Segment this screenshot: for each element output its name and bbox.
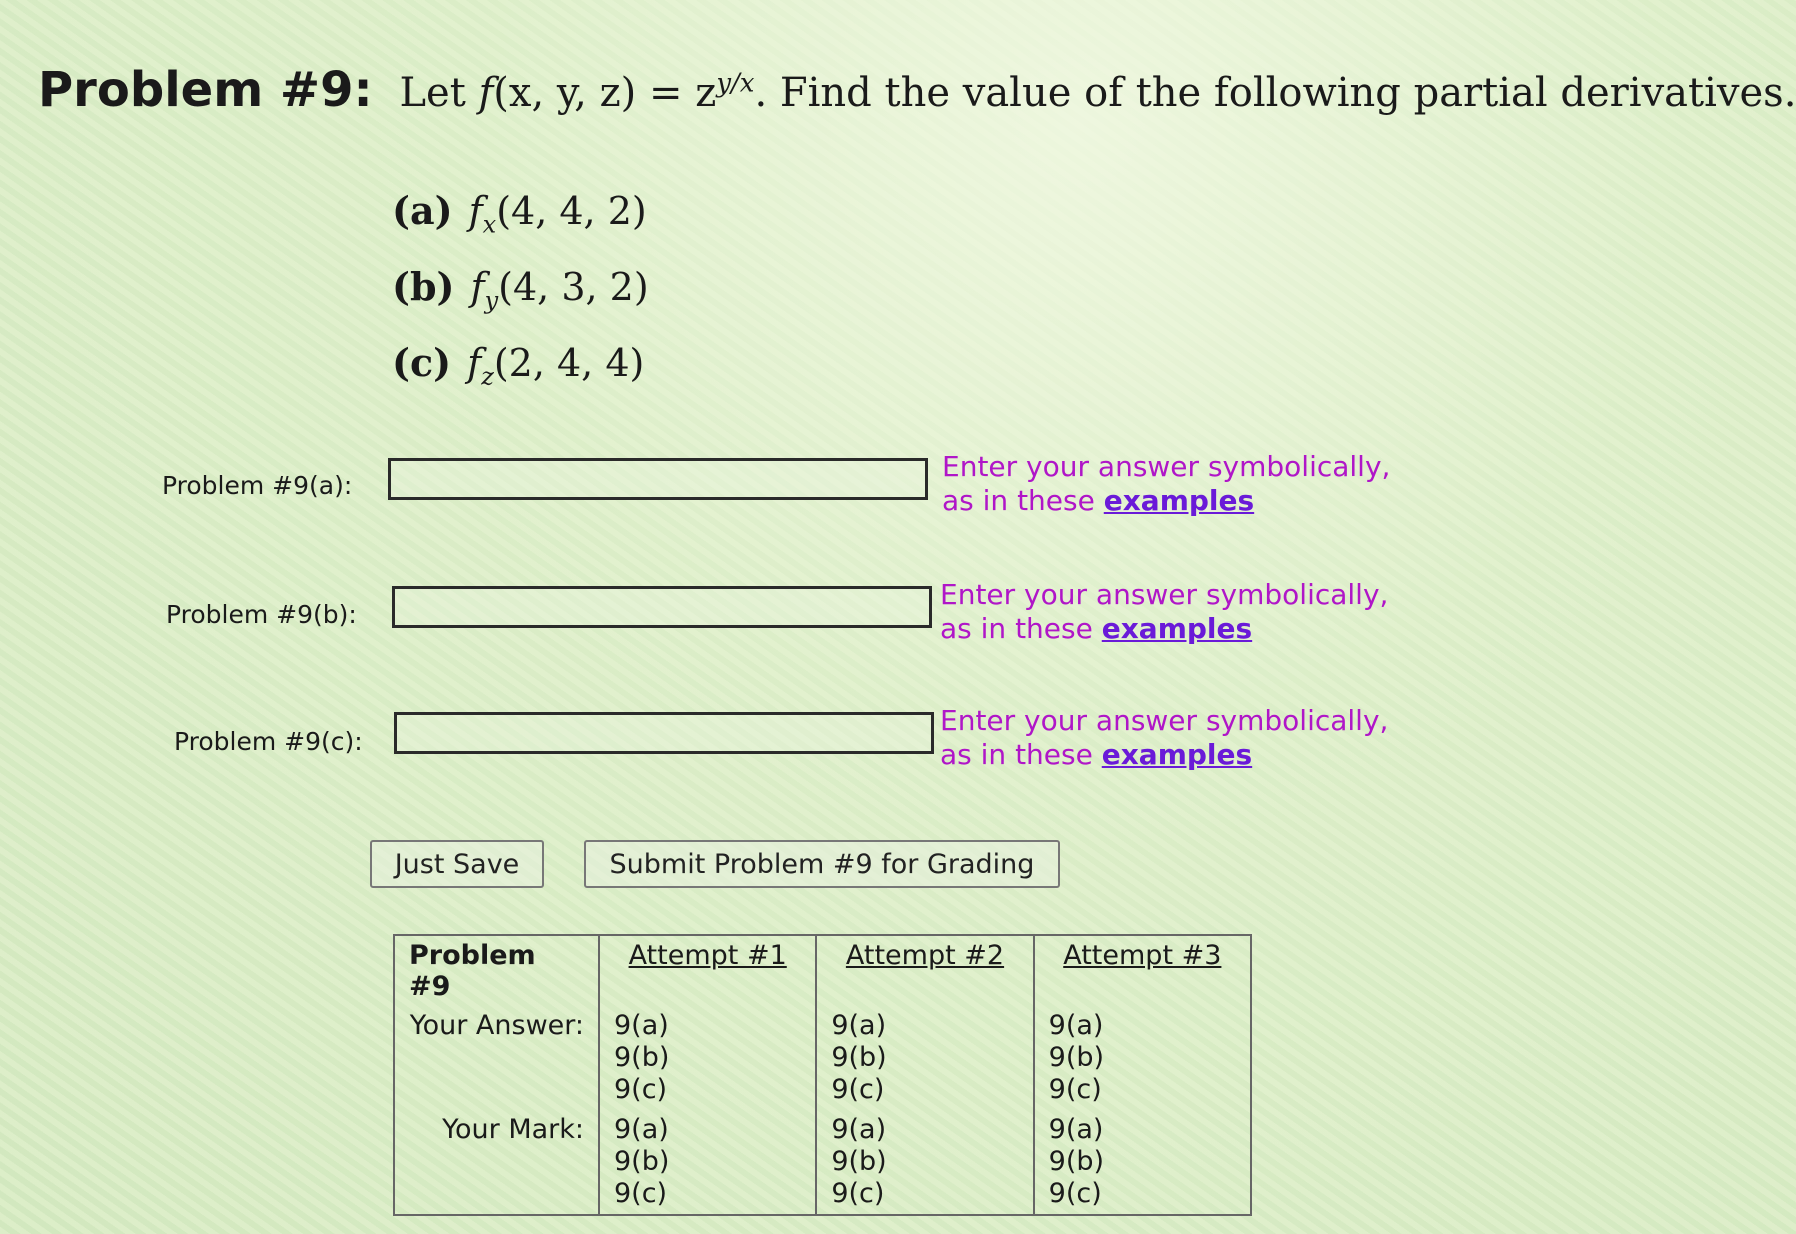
cell-item: 9(a) xyxy=(614,1010,669,1041)
problem-parts xyxy=(392,188,649,416)
table-row xyxy=(394,1110,1251,1215)
cell-item: 9(b) xyxy=(1048,1042,1105,1073)
title-exponent: y/x xyxy=(716,68,755,99)
part-label: (a) xyxy=(392,188,453,233)
answer-label-a: Problem #9(a): xyxy=(162,471,353,500)
part-sub: z xyxy=(481,362,494,391)
hint-line: Enter your answer symbolically, xyxy=(940,704,1389,737)
part-func: f xyxy=(468,189,483,233)
hint-line: as in these xyxy=(942,484,1095,517)
hint-line: Enter your answer symbolically, xyxy=(942,450,1391,483)
answer-hint-a xyxy=(942,450,1390,518)
attempts-table xyxy=(393,934,1252,1216)
attempt-cell xyxy=(1034,1110,1251,1215)
just-save-button[interactable]: Just Save xyxy=(370,840,544,888)
part-sub: x xyxy=(482,210,497,239)
answer-label-b: Problem #9(b): xyxy=(166,600,357,629)
attempt-cell xyxy=(816,1110,1033,1215)
attempt-cell xyxy=(1034,1006,1251,1110)
cell-item: 9(a) xyxy=(1048,1114,1104,1145)
examples-link[interactable]: examples xyxy=(1101,738,1253,771)
examples-link[interactable]: examples xyxy=(1103,484,1255,517)
title-rest: . Find the value of the following partial derivatives. xyxy=(754,70,1796,116)
answer-input-a[interactable] xyxy=(388,458,928,500)
table-header: Attempt #2 xyxy=(816,935,1033,1006)
hint-line: Enter your answer symbolically, xyxy=(940,578,1389,611)
answer-input-b[interactable] xyxy=(392,586,932,628)
hint-line: as in these xyxy=(940,738,1093,771)
attempt-cell xyxy=(816,1006,1033,1110)
cell-item: 9(a) xyxy=(614,1114,669,1145)
attempt-cell xyxy=(599,1110,816,1215)
cell-item: 9(c) xyxy=(831,1074,885,1105)
table-header: Problem #9 xyxy=(394,935,599,1006)
cell-item: 9(c) xyxy=(1048,1074,1102,1105)
cell-item: 9(a) xyxy=(831,1114,887,1145)
part-func: f xyxy=(467,341,482,385)
part-func: f xyxy=(470,265,485,309)
title-func: f xyxy=(478,70,494,116)
problem-title xyxy=(38,62,1796,118)
answer-hint-b xyxy=(940,578,1388,646)
part-b xyxy=(392,264,649,340)
cell-item: 9(c) xyxy=(831,1178,885,1209)
answer-label-c: Problem #9(c): xyxy=(174,727,363,756)
cell-item: 9(b) xyxy=(831,1042,887,1073)
part-args: (2, 4, 4) xyxy=(493,341,645,385)
part-label: (b) xyxy=(392,264,455,309)
cell-item: 9(a) xyxy=(831,1010,887,1041)
cell-item: 9(a) xyxy=(1048,1010,1104,1041)
examples-link[interactable]: examples xyxy=(1101,612,1253,645)
cell-item: 9(b) xyxy=(1048,1146,1105,1177)
part-c xyxy=(392,340,649,416)
title-args: (x, y, z) = z xyxy=(493,70,717,116)
part-a xyxy=(392,188,649,264)
attempt-cell xyxy=(599,1006,816,1110)
answer-hint-c xyxy=(940,704,1388,772)
cell-item: 9(c) xyxy=(1048,1178,1102,1209)
hint-line: as in these xyxy=(940,612,1093,645)
submit-grading-button[interactable]: Submit Problem #9 for Grading xyxy=(584,840,1060,888)
cell-item: 9(b) xyxy=(831,1146,887,1177)
answer-input-c[interactable] xyxy=(394,712,934,754)
problem-number: Problem #9: xyxy=(38,62,373,118)
cell-item: 9(c) xyxy=(614,1178,668,1209)
row-label: Your Mark: xyxy=(394,1110,599,1215)
part-sub: y xyxy=(484,286,499,315)
cell-item: 9(b) xyxy=(614,1042,670,1073)
table-header-row xyxy=(394,935,1251,1006)
table-row xyxy=(394,1006,1251,1110)
cell-item: 9(b) xyxy=(614,1146,670,1177)
row-label: Your Answer: xyxy=(394,1006,599,1110)
part-args: (4, 3, 2) xyxy=(498,265,649,309)
cell-item: 9(c) xyxy=(614,1074,668,1105)
title-let: Let xyxy=(399,70,466,116)
part-label: (c) xyxy=(392,340,452,385)
part-args: (4, 4, 2) xyxy=(496,189,647,233)
table-header: Attempt #1 xyxy=(599,935,816,1006)
table-header: Attempt #3 xyxy=(1034,935,1251,1006)
